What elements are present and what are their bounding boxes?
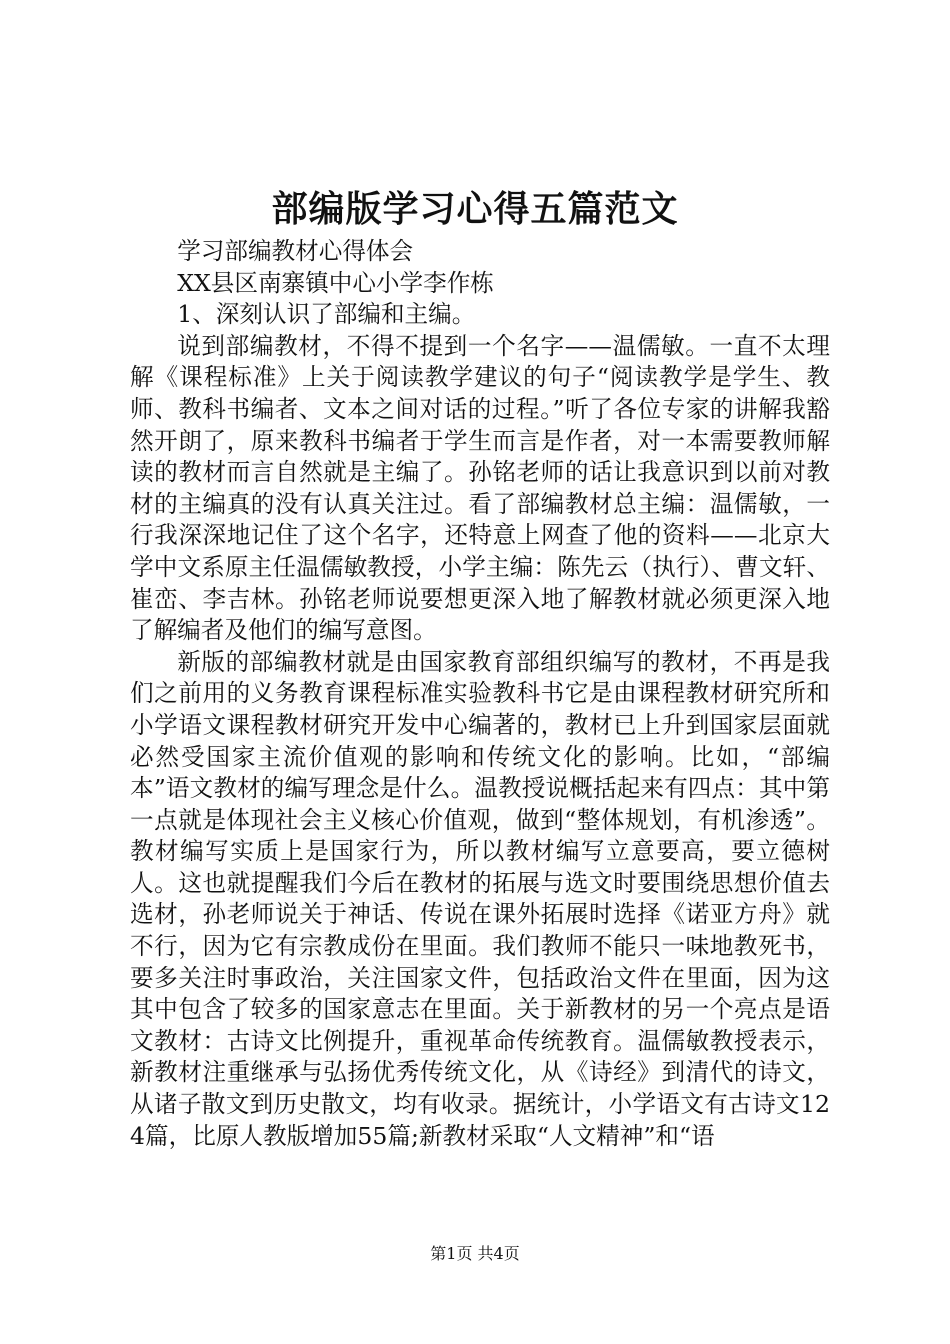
subtitle-paragraph: 学习部编教材心得体会 <box>177 237 414 265</box>
body-paragraph: 新版的部编教材就是由国家教育部组织编写的教材，不再是我们之前用的义务教育课程标准实验教科书它是由课程教材研究所和小学语文课程教材研究开发中心编著的，教材已上升到国家层面就必然受国家主流价值观的影响和传统文化的影响。比如，“部编本”语文教材的编写理念是什么。温教授说概括起来有四点：其中第一点就是体现社会主义核心价值观，做到“整体规划，有机渗透”。教材编写实质上是国家行为，所以教材编写立意要高，要立德树人。这也就提醒我们今后在教材的拓展与选文时要围绕思想价值去选材，孙老师说关于神话、传说在课外拓展时选择《诺亚方舟》就不行，因为它有宗教成份在里面。我们教师不能只一味地教死书，要多关注时事政治，关注国家文件，包括政治文件在里面，因为这其中包含了较多的国家意志在里面。关于新教材的另一个亮点是语文教材：古诗文比例提升，重视革命传统教育。温儒敏教授表示，新教材注重继承与弘扬优秀传统文化，从《诗经》到清代的诗文，从诸子散文到历史散文，均有收录。据统计，小学语文有古诗文124篇，比原人教版增加55篇;新教材采取“人文精神”和“语 <box>130 647 830 1150</box>
author-paragraph: XX县区南寨镇中心小学李作栋 <box>177 268 494 297</box>
page-number-footer: 第1页 共4页 <box>430 1244 520 1263</box>
document-body <box>130 236 830 1152</box>
document-title: 部编版学习心得五篇范文 <box>271 188 679 230</box>
section-heading: 1、深刻认识了部编和主编。 <box>177 300 476 329</box>
body-paragraph: 说到部编教材，不得不提到一个名字——温儒敏。一直不太理解《课程标准》上关于阅读教学建议的句子“阅读教学是学生、教师、教科书编者、文本之间对话的过程。”听了各位专家的讲解我豁然开朗了，原来教科书编者于学生而言是作者，对一本需要教师解读的教材而言自然就是主编了。孙铭老师的话让我意识到以前对教材的主编真的没有认真关注过。看了部编教材总主编：温儒敏，一行我深深地记住了这个名字，还特意上网查了他的资料——北京大学中文系原主任温儒敏教授，小学主编：陈先云（执行）、曹文轩、崔峦、李吉林。孙铭老师说要想更深入地了解教材就必须更深入地了解编者及他们的编写意图。 <box>130 331 830 645</box>
